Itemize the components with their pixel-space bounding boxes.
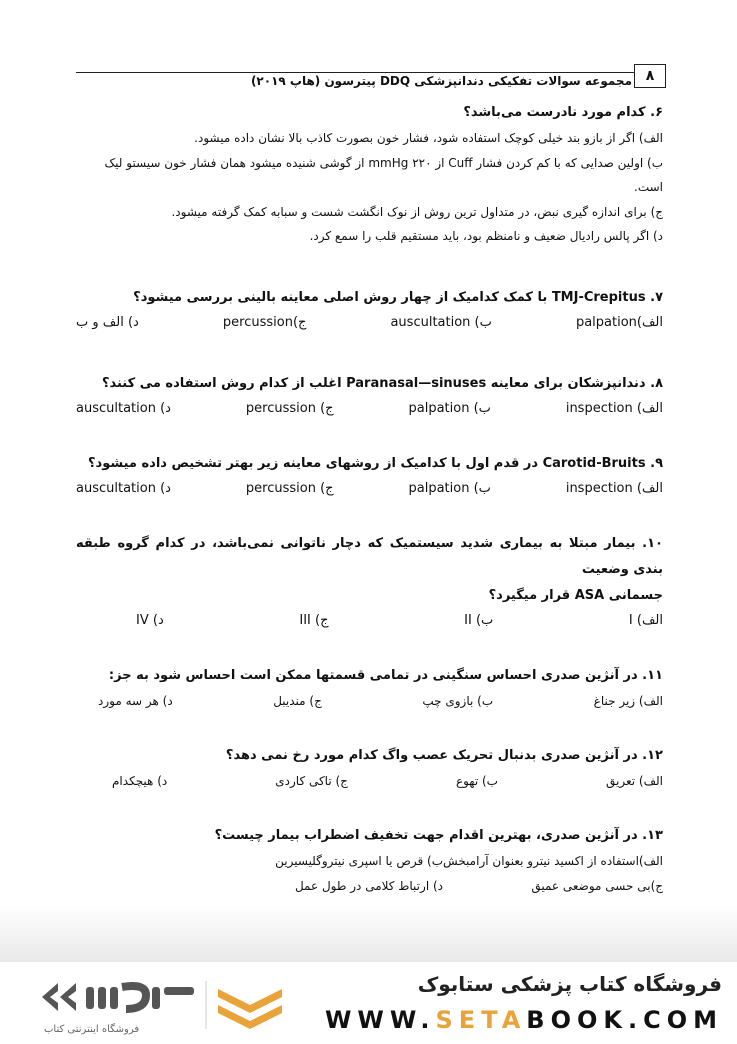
option: الف) زیر جناغ [593,693,663,708]
option: د) الف و ب [76,314,139,330]
question-10-continued: جسمانی ASA قرار میگیرد؟ [488,587,663,603]
option: د) هر سه مورد [98,693,173,708]
url-highlight: SETA [435,1006,527,1034]
question-8-options [76,397,663,421]
question-6-option-b-continued: است. [634,180,663,194]
url-part: BOOK.COM [526,1006,723,1034]
option: الف) inspection [565,400,663,416]
question-9-options [76,477,663,501]
logo-wordmark-icon [42,983,194,1011]
option: الف) inspection [565,480,663,496]
option: ب) palpation [408,400,491,416]
option: الف) I [628,612,663,628]
option: د) هیچکدام [112,773,168,788]
question-7-options [76,311,663,335]
option: ج) مندیبل [273,693,322,708]
question-11: ۱۱. در آنژین صدری احساس سنگینی در تمامی قسمتها ممکن است احساس شود به جز: [108,667,663,683]
question-6-option-c: ج) برای اندازه گیری نبض، در متداول ترین روش از نوک انگشت شست و سبابه کمک گرفته میشود. [171,204,663,219]
option: د) auscultation [76,400,171,416]
question-13-options [76,849,663,899]
store-url[interactable] [325,1006,723,1034]
question-6-option-b: ب) اولین صدایی که با کم کردن فشار Cuff از ۲۲۰ mmHg از گوشی شنیده میشود همان فشار خون سیستو لیک [104,155,663,170]
option: ج) percussion [245,480,334,496]
question-11-options [76,689,663,713]
page-number: ۸ [634,64,666,88]
option: ب) قرص یا اسپری نیتروگلیسیرین [275,853,443,868]
option: ب) تهوع [455,773,498,788]
option: ب) II [464,612,494,628]
question-6: ۶. کدام مورد نادرست می‌باشد؟ [463,105,663,120]
option: د) IV [136,612,164,628]
option: ب) auscultation [390,314,492,330]
logo-caption: فروشگاه اینترنتی کتاب [44,1024,140,1035]
option: ب) بازوی چپ [422,693,494,708]
option: ب) palpation [408,480,491,496]
logo-chevron-icon [218,989,282,1029]
question-10: ۱۰. بیمار مبتلا به بیماری شدید سیستمیک که دچار ناتوانی نمی‌باشد، در کدام گروه طبقه بندی وضعیت [76,535,663,577]
question-7: ۷. TMJ-Crepitus با کمک کدامیک از چهار روش اصلی معاینه بالینی بررسی میشود؟ [133,289,663,305]
option: ج) percussion [245,400,334,416]
option: الف)palpation [575,314,663,330]
option: د) auscultation [76,480,171,496]
option: ج)percussion [222,314,307,330]
question-13: ۱۳. در آنژین صدری، بهترین اقدام جهت تخفیف اضطراب بیمار چیست؟ [214,827,663,843]
url-part: WWW. [324,1006,436,1034]
option: ج)بی حسی موضعی عمیق [531,878,663,893]
question-10-options [76,609,663,633]
running-header-title: مجموعه سوالات تفکیکی دندانپزشکی DDQ پیترسون (هاپ ۲۰۱۹) [250,74,632,88]
option: د) ارتباط کلامی در طول عمل [294,878,443,893]
option: ج) III [299,612,329,628]
question-list [76,100,663,899]
option: الف) تعریق [605,773,663,788]
page-bottom-shadow [0,905,737,963]
option: ج) تاکی کاردی [275,773,348,788]
question-8: ۸. دندانپزشکان برای معاینه Paranasal—sinuses اغلب از کدام روش استفاده می کنند؟ [101,375,663,391]
option: الف)استفاده از اکسید نیترو بعنوان آرامبخش [443,853,663,868]
question-6-option-a: الف) اگر از بازو بند خیلی کوچک استفاده شود، فشار خون بصورت کاذب بالا نشان داده میشود. [194,131,663,145]
question-12: ۱۲. در آنژین صدری بدنبال تحریک عصب واگ کدام مورد رخ نمی دهد؟ [225,747,663,763]
header-divider [76,72,634,73]
store-name: فروشگاه کتاب پزشکی ستابوک [417,972,722,996]
question-12-options [76,769,663,793]
question-9: ۹. Carotid-Bruits در قدم اول با کدامیک از روشهای معاینه زیر بهتر تشخیص داده میشود؟ [88,455,663,471]
question-6-option-d: د) اگر پالس رادیال ضعیف و نامنظم بود، باید مستقیم قلب را سمع کرد. [309,229,663,243]
